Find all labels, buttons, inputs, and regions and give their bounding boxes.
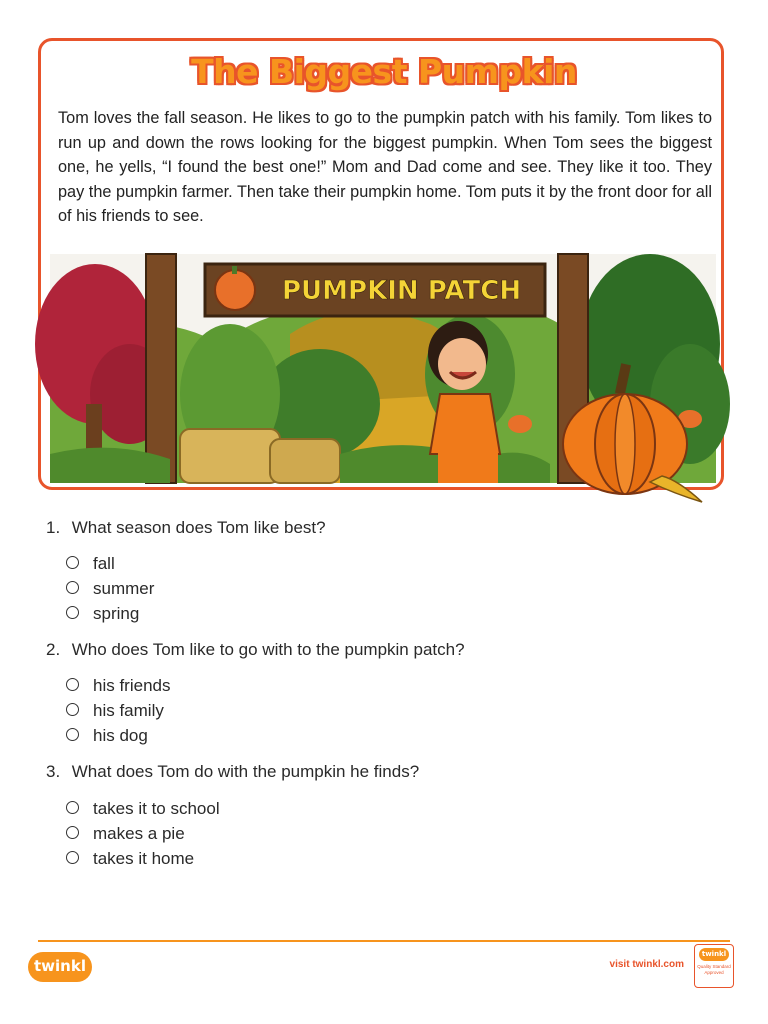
radio-circle-icon[interactable] — [66, 801, 79, 814]
footer-link[interactable]: visit twinkl.com — [609, 959, 684, 970]
footer-divider — [38, 940, 730, 942]
radio-circle-icon[interactable] — [66, 703, 79, 716]
answer-option[interactable]: his dog — [66, 726, 148, 746]
question-3: 3. What does Tom do with the pumpkin he finds? — [46, 762, 420, 781]
radio-circle-icon[interactable] — [66, 581, 79, 594]
answer-option[interactable]: takes it home — [66, 849, 194, 869]
answer-option[interactable]: summer — [66, 579, 154, 599]
answer-option[interactable]: fall — [66, 554, 115, 574]
twinkl-logo[interactable]: twinkl — [28, 952, 92, 982]
radio-circle-icon[interactable] — [66, 678, 79, 691]
answer-option[interactable]: his friends — [66, 676, 170, 696]
pumpkin-patch-illustration — [50, 254, 716, 483]
badge-text: Quality Standard Approved — [697, 964, 731, 975]
sign-text: PUMPKIN PATCH — [282, 276, 522, 306]
answer-option[interactable]: his family — [66, 701, 164, 721]
radio-circle-icon[interactable] — [66, 851, 79, 864]
question-2: 2. Who does Tom like to go with to the pumpkin patch? — [46, 640, 465, 659]
answer-option[interactable]: takes it to school — [66, 799, 220, 819]
radio-circle-icon[interactable] — [66, 556, 79, 569]
radio-circle-icon[interactable] — [66, 728, 79, 741]
story-text: Tom loves the fall season. He likes to go to the pumpkin patch with his family. Tom likes to run up and down the rows looking for the biggest pumpkin. When Tom sees the biggest one, he yells, “I found the best one!” Mom and Dad come and see. They like it too. They pay the pumpkin farmer. Then take their pumpkin home. Tom puts it by the front door for all of his friends to see. — [58, 109, 712, 226]
radio-circle-icon[interactable] — [66, 826, 79, 839]
answer-option[interactable]: spring — [66, 604, 139, 624]
badge-logo: twinkl — [699, 948, 729, 961]
answer-option[interactable]: makes a pie — [66, 824, 185, 844]
page-title: The Biggest Pumpkin — [191, 52, 577, 91]
quality-badge — [694, 944, 734, 988]
question-1: 1. What season does Tom like best? — [46, 518, 326, 537]
radio-circle-icon[interactable] — [66, 606, 79, 619]
